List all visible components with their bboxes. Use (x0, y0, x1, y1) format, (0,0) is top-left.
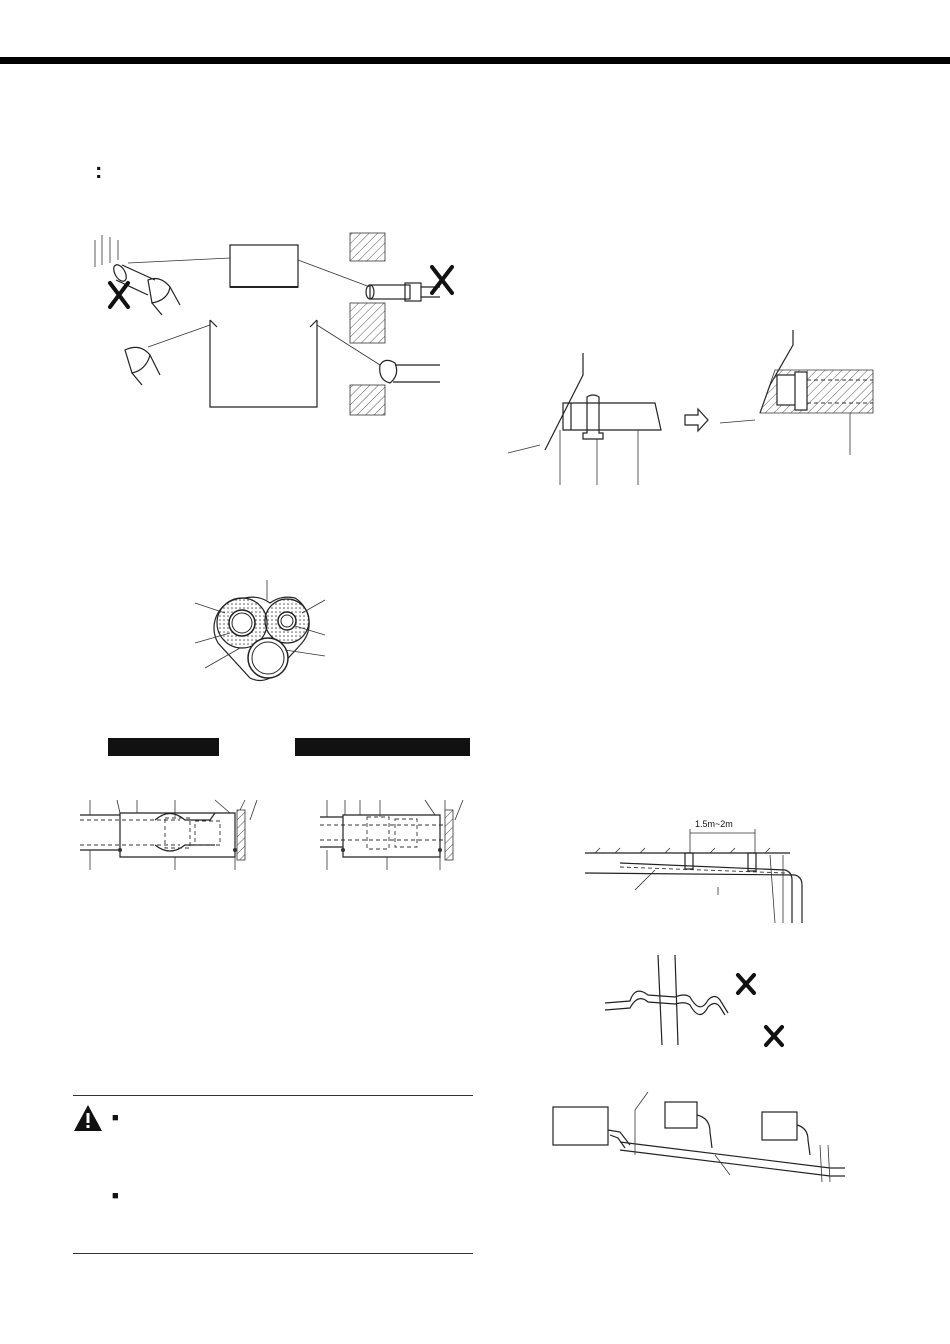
section-marker: : (95, 158, 103, 183)
header-bar (0, 57, 950, 64)
pipe-protection-figure (80, 225, 460, 425)
drain-slope-figure (580, 815, 820, 930)
improper-drain-figure (600, 955, 800, 1055)
label-bar-left (108, 738, 219, 756)
caution-bottom-rule (73, 1253, 473, 1254)
joint-insulation-figure-left (75, 795, 265, 875)
wall-sleeve-figure (505, 325, 885, 490)
label-bar-right (295, 738, 470, 756)
pipe-bundle-figure (190, 578, 340, 688)
caution-top-rule (73, 1095, 473, 1096)
warning-icon (72, 1103, 104, 1133)
dimension-label: 1.5m~2m (695, 819, 733, 829)
multi-unit-drain-figure (550, 1090, 850, 1185)
joint-insulation-figure-right (315, 795, 475, 875)
caution-bullet-2: ■ (112, 1190, 119, 1202)
caution-bullet-1: ■ (112, 1112, 119, 1124)
